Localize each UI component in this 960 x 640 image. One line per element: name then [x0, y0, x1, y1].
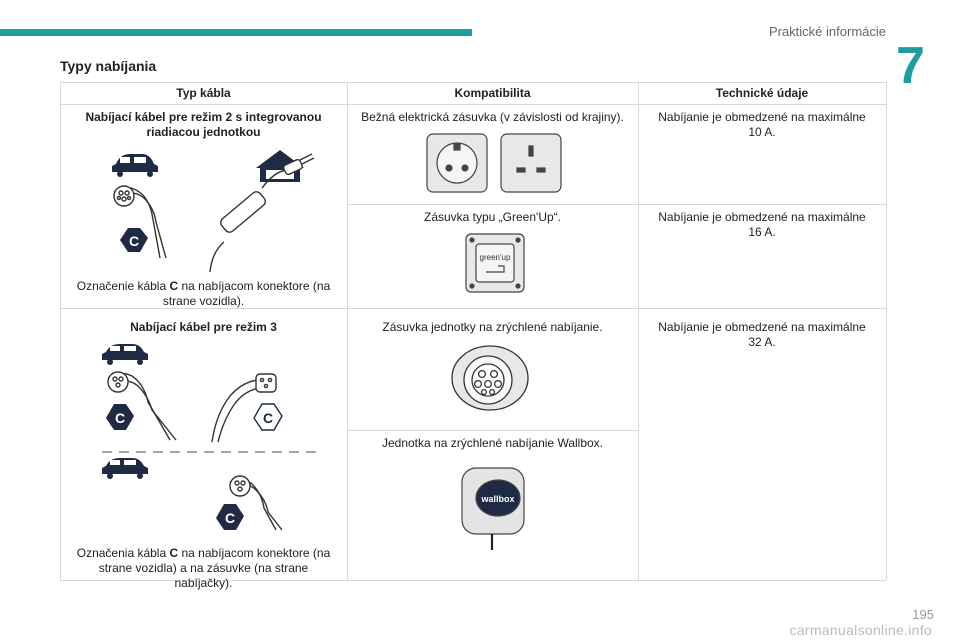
car-icon	[102, 344, 148, 365]
type-g-socket-icon	[501, 134, 561, 192]
mode2-domestic-tech-data: Nabíjanie je obmedzené na maximálne 10 A.	[658, 110, 866, 139]
mode3-cable-illustration	[90, 340, 330, 532]
table-subrow-divider	[347, 204, 886, 205]
cable-marking-badge-icon	[120, 228, 148, 252]
top-accent-bar	[0, 29, 472, 36]
table-subrow-divider-2	[347, 430, 638, 431]
table-col-divider-1	[347, 82, 348, 580]
table-col-divider-2	[638, 82, 639, 580]
mode3-cable-note: Označenia kábla C na nabíjacom konektore (na strane vozidla) a na zásuvke (na strane nabíjačky).	[76, 546, 331, 590]
mode2-cable-illustration	[100, 148, 320, 278]
charger-marking-badge-icon	[254, 404, 282, 430]
mode2-cable-title: Nabíjací kábel pre režim 2 s integrovanou riadiacou jednotkou	[85, 110, 322, 139]
wallbox-description: Jednotka na zrýchlené nabíjanie Wallbox.	[381, 436, 604, 450]
cable-marking-badge-icon-2	[216, 504, 244, 530]
greenup-socket-illustration	[464, 232, 526, 294]
badge-letter-2: C	[224, 510, 236, 526]
page-number: 195	[912, 607, 934, 622]
column-header-cable-type: Typ kábla	[176, 86, 231, 100]
domestic-sockets-illustration	[425, 132, 565, 194]
mode3-tech-data: Nabíjanie je obmedzené na maximálne 32 A.	[658, 320, 866, 349]
wallbox-icon	[462, 468, 524, 550]
fast-charge-socket-illustration	[450, 344, 530, 412]
chapter-number: 7	[896, 37, 925, 95]
mode3-cable-title: Nabíjací kábel pre režim 3	[130, 320, 277, 334]
header-section-title: Praktické informácie	[768, 24, 886, 39]
table-border-right	[886, 82, 887, 580]
mode2-greenup-tech-data: Nabíjanie je obmedzené na maximálne 16 A.	[658, 210, 866, 239]
table-header-divider	[60, 104, 886, 105]
greenup-socket-description: Zásuvka typu „Green'Up“.	[423, 210, 561, 224]
greenup-socket-icon	[466, 234, 524, 292]
domestic-socket-description: Bežná elektrická zásuvka (v závislosti od krajiny).	[361, 110, 624, 124]
car-icon-2	[102, 458, 148, 479]
wallbox-logo-text: wallbox	[481, 494, 515, 504]
badge-letter: C	[128, 233, 140, 249]
badge-letter: C	[114, 410, 126, 426]
mode2-cable-note: Označenie kábla C na nabíjacom konektore (na strane vozidla).	[76, 279, 331, 308]
wallbox-illustration	[458, 466, 528, 552]
car-icon	[112, 154, 158, 177]
column-header-technical-data: Technické údaje	[715, 86, 809, 100]
fast-charge-socket-description: Zásuvka jednotky na zrýchlené nabíjanie.	[382, 320, 603, 334]
greenup-logo-text: green'up	[479, 253, 511, 262]
type2-socket-icon	[452, 346, 528, 410]
watermark: carmanualsonline.info	[789, 622, 932, 638]
table-border-left	[60, 82, 61, 580]
badge-letter-outline: C	[262, 410, 274, 426]
column-header-compatibility: Kompatibilita	[454, 86, 531, 100]
type-e-socket-icon	[427, 134, 487, 192]
charging-types-table	[60, 82, 886, 590]
cable-marking-badge-icon	[106, 404, 134, 430]
page-title: Typy nabíjania	[60, 58, 157, 74]
